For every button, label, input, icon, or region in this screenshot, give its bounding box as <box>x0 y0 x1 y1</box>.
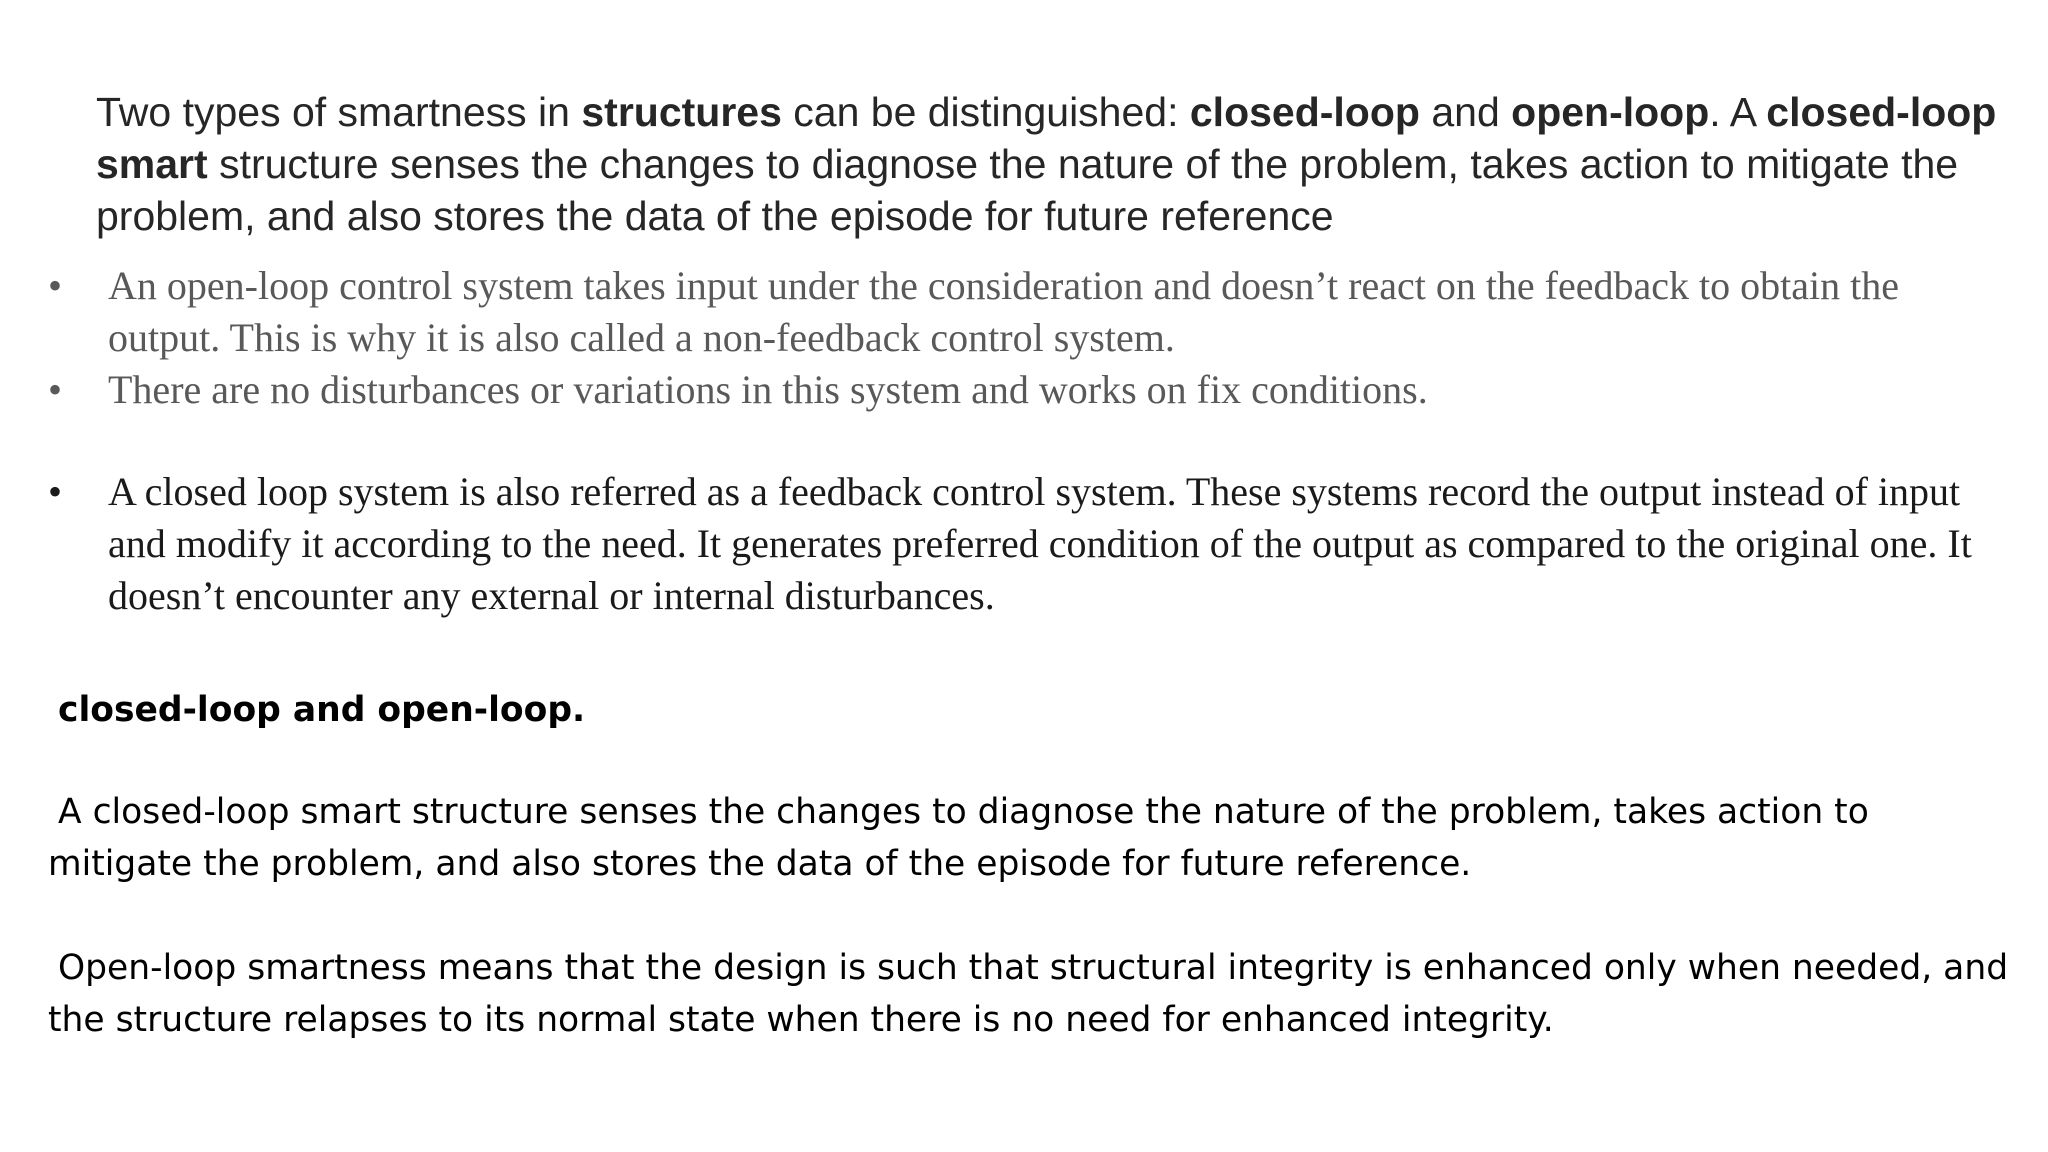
bullet-marker: • <box>48 263 63 308</box>
intro-text-3: and <box>1419 89 1512 135</box>
intro-text-5: structure senses the changes to diagnose the nature of the problem, takes action to mitigate the problem, and also stores the data of the episode for future reference <box>96 141 1959 239</box>
paragraph-line: the structure relapses to its normal state when there is no need for enhanced integrity. <box>48 1000 1554 1040</box>
intro-bold-closed-loop: closed-loop <box>1189 89 1420 135</box>
intro-text-4: . A <box>1709 89 1767 135</box>
list-item <box>48 364 2008 416</box>
paragraph-line: mitigate the problem, and also stores the data of the episode for future reference. <box>48 844 1472 884</box>
bullet-text: An open-loop control system takes input under the consideration and doesn’t react on the feedback to obtain the output. This is why it is also called a non-feedback control system. <box>108 263 1899 360</box>
intro-text-2: can be distinguished: <box>781 89 1190 135</box>
open-loop-paragraph <box>48 942 2018 1046</box>
paragraph-line: A closed-loop smart structure senses the changes to diagnose the nature of the problem, takes action to <box>58 792 1869 832</box>
bullet-text: There are no disturbances or variations in this system and works on fix conditions. <box>108 367 1428 412</box>
intro-bold-open-loop: open-loop <box>1511 89 1710 135</box>
intro-bold-structures: structures <box>581 89 782 135</box>
bullet-text: A closed loop system is also referred as a feedback control system. These systems record the output instead of input and modify it according to the need. It generates preferred condition of the output as compared to the original one. It doesn’t encounter any external or internal disturbances. <box>108 469 1972 618</box>
intro-text-1: Two types of smartness in <box>96 89 582 135</box>
section-heading: closed-loop and open-loop. <box>58 690 586 730</box>
open-loop-bullet-list <box>48 260 2008 416</box>
intro-bold-closed-loop-smart: closed-loop smart <box>96 89 1997 187</box>
bullet-marker: • <box>48 469 63 514</box>
list-item <box>48 466 2008 622</box>
closed-loop-bullet-list <box>48 466 2008 622</box>
bullet-marker: • <box>48 367 63 412</box>
list-item <box>48 260 2008 364</box>
intro-paragraph <box>96 86 2026 242</box>
closed-loop-paragraph <box>48 786 2018 890</box>
paragraph-line: Open-loop smartness means that the design is such that structural integrity is enhanced only when needed, and <box>58 948 2009 988</box>
